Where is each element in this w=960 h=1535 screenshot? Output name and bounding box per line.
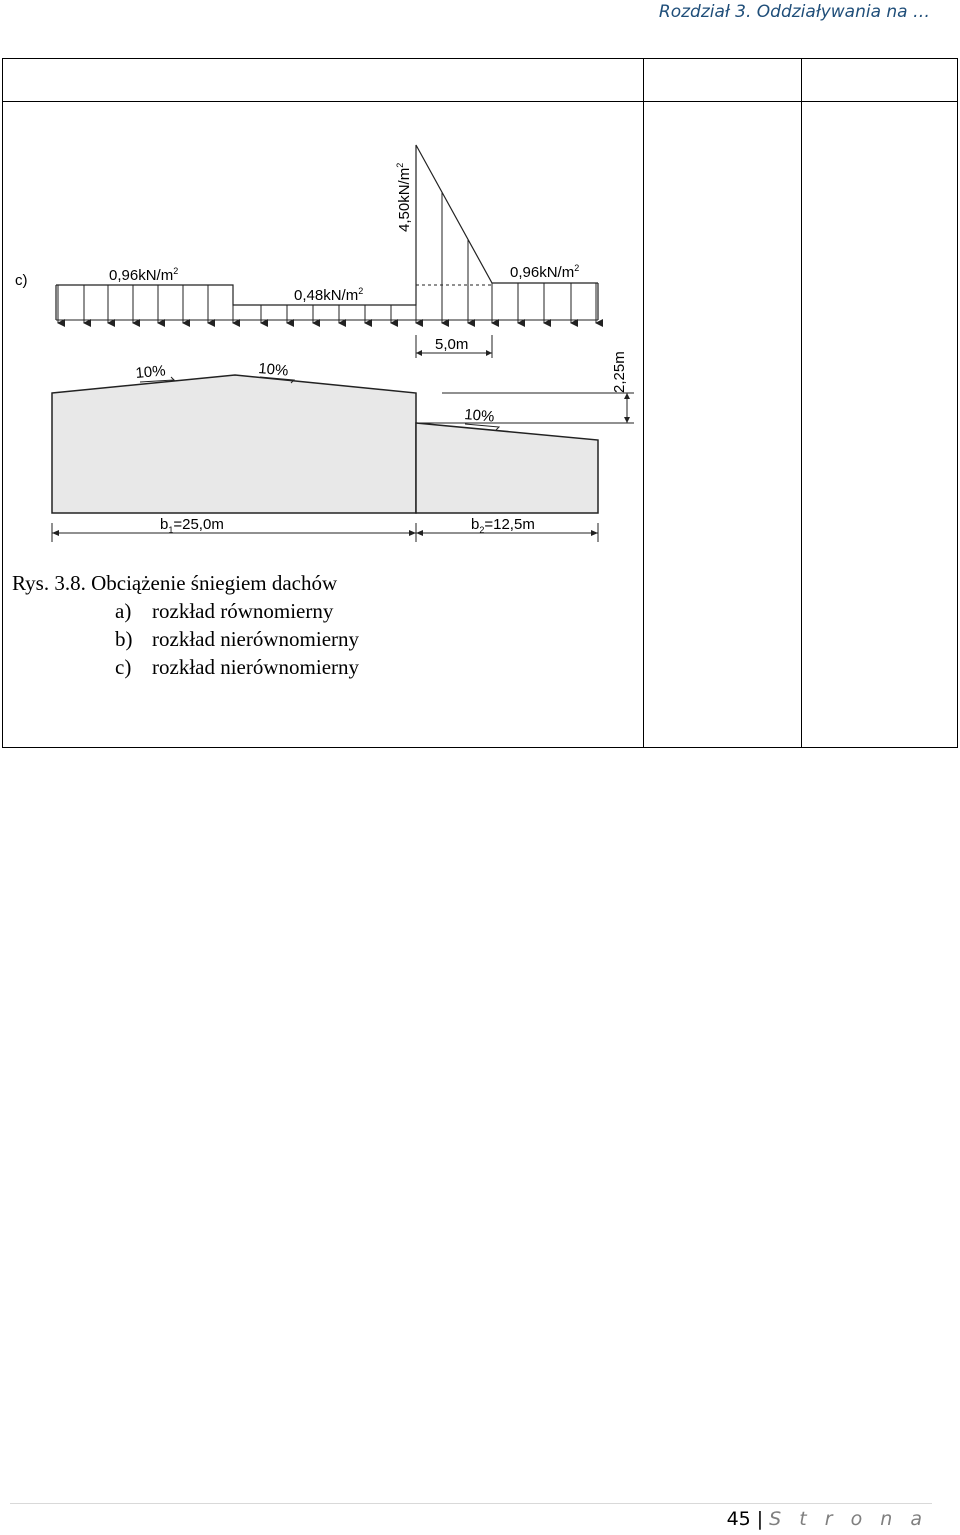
footer-rule xyxy=(10,1503,932,1504)
figure-caption xyxy=(12,569,359,681)
height-step-label: 2,25m xyxy=(611,351,628,393)
building-left-section xyxy=(52,375,416,513)
panel-label: c) xyxy=(15,272,28,289)
caption-item-b: b) rozkład nierównomierny xyxy=(115,627,360,651)
b1-label: $b_1=25,0m$ xyxy=(160,516,224,535)
load-label-middle: $0,48kN/m^2$ xyxy=(294,286,364,304)
slope-label-middle: 10% xyxy=(257,360,290,380)
load-label-right: $0,96kN/m^2$ xyxy=(510,263,580,281)
footer-page-word: S t r o n a xyxy=(769,1508,928,1530)
slope-label-lower: 10% xyxy=(463,406,496,426)
column-divider-1 xyxy=(643,59,644,747)
load-label-peak: $4,50kN/m^2$ xyxy=(395,162,413,232)
page-number: 45 xyxy=(726,1508,751,1530)
load-label-left: $0,96kN/m^2$ xyxy=(109,266,179,284)
caption-item-c: c) rozkład nierównomierny xyxy=(115,655,360,679)
b2-label: $b_2=12,5m$ xyxy=(471,516,535,535)
running-header: Rozdział 3. Oddziaływania na … xyxy=(658,2,930,22)
footer-separator: | xyxy=(756,1508,764,1530)
page-footer xyxy=(727,1508,928,1530)
caption-item-a: a) rozkład równomierny xyxy=(115,599,334,623)
caption-title: Rys. 3.8. Obciążenie śniegiem dachów xyxy=(12,571,338,595)
drift-length-label: 5,0m xyxy=(435,336,469,353)
snow-load-figure xyxy=(2,140,642,550)
table-header-divider xyxy=(3,101,957,102)
slope-label-left: 10% xyxy=(134,362,167,382)
building-right-section xyxy=(416,423,598,513)
column-divider-2 xyxy=(801,59,802,747)
